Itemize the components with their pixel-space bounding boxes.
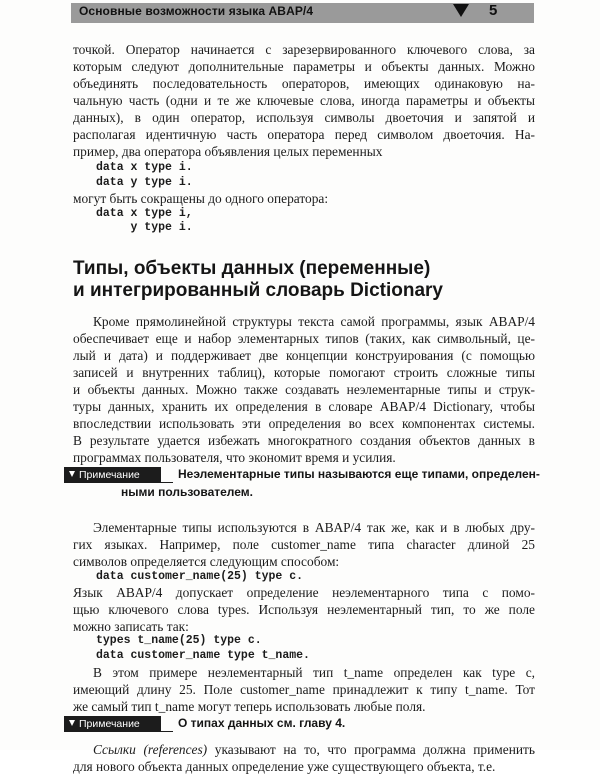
note-label [64, 467, 161, 483]
code-line: types t_name(25) type c. [96, 634, 262, 647]
text-line: можно записать так: [73, 619, 189, 634]
text-line: пример, два оператора объявления целых переменных [73, 144, 383, 159]
code-line: y type i. [96, 221, 193, 234]
text-line: точкой. Оператор начинается с зарезервированного ключевого слова, за [73, 42, 535, 57]
note-label [64, 716, 161, 732]
paragraph-references [73, 741, 535, 774]
text-line: В этом примере неэлементарный тип t_name определен как type c, [93, 665, 535, 680]
text-line: же самый тип t_name могут теперь использовать любые поля. [73, 699, 426, 714]
paragraph-types-keyword [73, 584, 535, 635]
text-line: символов определяется следующим способом: [73, 554, 340, 569]
text-line: записей и внутренних таблиц), которые помогают строить сложные типы [73, 365, 535, 380]
text-line: программах пользователя, что экономит время и усилия. [73, 450, 396, 465]
text-line: объединять последовательность операторов, имеющих одинаковую на- [73, 76, 535, 91]
section-heading-line1: Типы, объекты данных (переменные) [73, 258, 431, 279]
text-line: гих языках. Например, поле customer_name типа character длиной 25 [73, 537, 535, 552]
section-paragraph [73, 313, 535, 466]
text-line: данных), в один оператор, используя символы двоеточия и запятой и [73, 110, 535, 125]
triangle-marker-icon [69, 720, 75, 726]
italic-term: Ссылки (references) [93, 742, 208, 757]
text-line: обеспечивает еще и набор элементарных типов (таких, как символьный, це- [73, 331, 535, 346]
text-line [73, 190, 535, 207]
code-line: data x type i, [96, 207, 193, 220]
code-line: data y type i. [96, 176, 193, 189]
code-line: data customer_name(25) type c. [96, 570, 304, 583]
text-line: щью ключевого слова types. Используя неэлементарный тип, то же поле [73, 602, 535, 617]
text-line: Кроме прямолинейной структуры текста самой программы, язык ABAP/4 [93, 314, 535, 329]
code-line: data x type i. [96, 161, 193, 174]
text-line: В результате удается избежать многократного создания объектов данных в [73, 433, 535, 448]
note-rule [161, 482, 173, 483]
section-heading-line2: и интегрированный словарь Dictionary [73, 280, 443, 301]
note-text-line2: ными пользователем. [121, 485, 253, 499]
text-line: и объекты данных. Можно также создавать неэлементарные типы и струк- [73, 382, 535, 397]
note-label-text: Примечание [79, 469, 140, 481]
page-number: 5 [489, 2, 498, 19]
note-text: О типах данных см. главу 4. [178, 716, 346, 730]
code-line: data customer_name type t_name. [96, 649, 310, 662]
down-arrow-icon [453, 4, 469, 17]
text-line: туры данных, хранить их определения в словаре ABAP/4 Dictionary, чтобы [73, 399, 535, 414]
text-line: которым следуют дополнительные параметры и объекты данных. Можно [73, 59, 535, 74]
note-label-text: Примечание [79, 718, 140, 730]
paragraph-example [73, 664, 535, 715]
triangle-marker-icon [69, 471, 75, 477]
paragraph-elementary-types [73, 519, 535, 570]
text-line: имеющий длину 25. Поле customer_name принадлежит к типу t_name. Тот [73, 682, 535, 697]
text-line: могут быть сокращены до одного оператора: [73, 191, 329, 206]
text-fragment: указывают на то, что программа должна применить [207, 742, 535, 757]
text-line: лый и дата) и поддерживает две концепции конструирования (с помощью [73, 348, 535, 363]
text-line: для нового объекта данных определение уже существующего объекта, т.е. [73, 759, 496, 774]
running-header-title: Основные возможности языка ABAP/4 [79, 4, 314, 18]
text-line: чальную часть (одни и те же ключевые слова, иногда параметры и объекты [73, 93, 535, 108]
text-line: Язык ABAP/4 допускает определение неэлементарного типа с помо- [73, 585, 535, 600]
text-line [73, 741, 535, 758]
text-line: впоследствии использовать эти определения во всех компонентах системы. [73, 416, 535, 431]
intro-paragraph [73, 41, 535, 160]
text-line: располагая идентичную часть оператора перед символом двоеточия. На- [73, 127, 535, 142]
text-line: Элементарные типы используются в ABAP/4 так же, как и в любых дру- [93, 520, 535, 535]
note-text-line1: Неэлементарные типы называются еще типами, определен- [178, 467, 540, 481]
note-rule [161, 731, 173, 732]
